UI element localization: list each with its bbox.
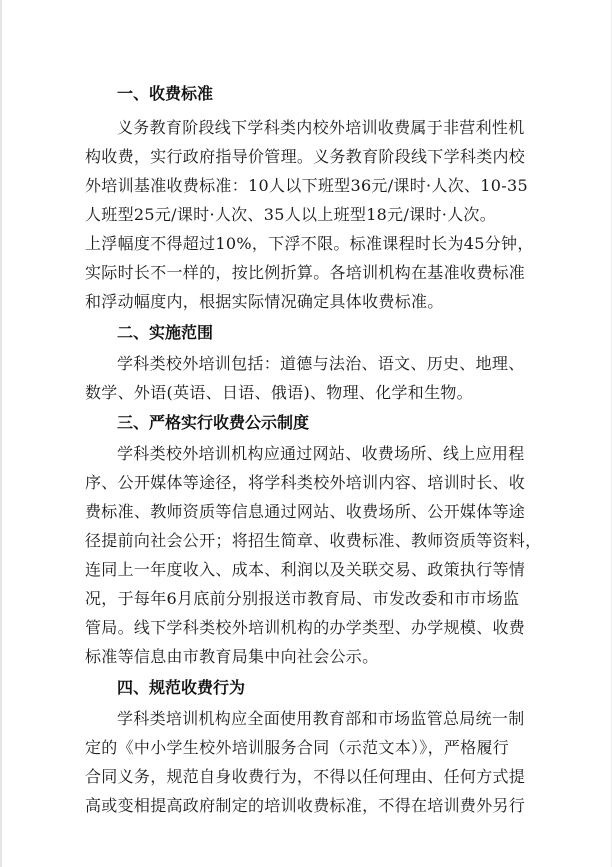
paragraph-line: 上浮幅度不得超过10%，下浮不限。标准课程时长为45分钟， [85,234,534,253]
paragraph-line: 数学、外语(英语、日语、俄语)、物理、化学和生物。 [85,383,473,402]
paragraph-line: 径提前向社会公开；将招生简章、收费标准、教师资质等资料， [85,531,542,550]
paragraph-line: 况，于每年6月底前分别报送市教育局、市发改委和市市场监 [85,589,520,608]
paragraph-line: 学科类培训机构应全面使用教育部和市场监管总局统一制 [117,709,525,728]
section-heading-fee-standard: 一、收费标准 [117,84,214,103]
scan-edge-left [0,0,2,867]
section-heading-fee-disclosure: 三、严格实行收费公示制度 [117,413,310,432]
section-heading-fee-conduct: 四、规范收费行为 [117,678,246,697]
paragraph-line: 定的《中小学生校外培训服务合同（示范文本）》，严格履行 [85,738,510,757]
paragraph-line: 和浮动幅度内，根据实际情况确定具体收费标准。 [85,292,444,311]
paragraph-line: 人班型25元/课时·人次、35人以上班型18元/课时·人次。 [85,205,497,224]
paragraph-line: 高或变相提高政府制定的培训收费标准，不得在培训费外另行 [85,796,526,815]
paragraph-line: 序、公开媒体等途径，将学科类校外培训内容、培训时长、收 [85,473,526,492]
paragraph-line: 合同义务，规范自身收费行为，不得以任何理由、任何方式提 [85,767,526,786]
paragraph-line: 连同上一年度收入、成本、利润以及关联交易、政策执行等情 [85,560,526,579]
paragraph-line: 学科类校外培训包括：道德与法治、语文、历史、地理、 [117,354,525,373]
paragraph-line: 学科类校外培训机构应通过网站、收费场所、线上应用程 [117,444,525,463]
paragraph-line: 管局。线下学科类校外培训机构的办学类型、办学规模、收费 [85,618,526,637]
paragraph-line: 实际时长不一样的，按比例折算。各培训机构在基准收费标准 [85,263,526,282]
section-heading-scope: 二、实施范围 [117,323,214,342]
paragraph-line: 义务教育阶段线下学科类内校外培训收费属于非营利性机 [117,118,525,137]
paragraph-line: 构收费，实行政府指导价管理。义务教育阶段线下学科类内校 [85,147,526,166]
paragraph-line: 外培训基准收费标准：10人以下班型36元/课时·人次、10-35 [85,176,528,195]
paragraph-line: 标准等信息由市教育局集中向社会公示。 [85,647,379,666]
paragraph-line: 费标准、教师资质等信息通过网站、收费场所、公开媒体等途 [85,502,526,521]
